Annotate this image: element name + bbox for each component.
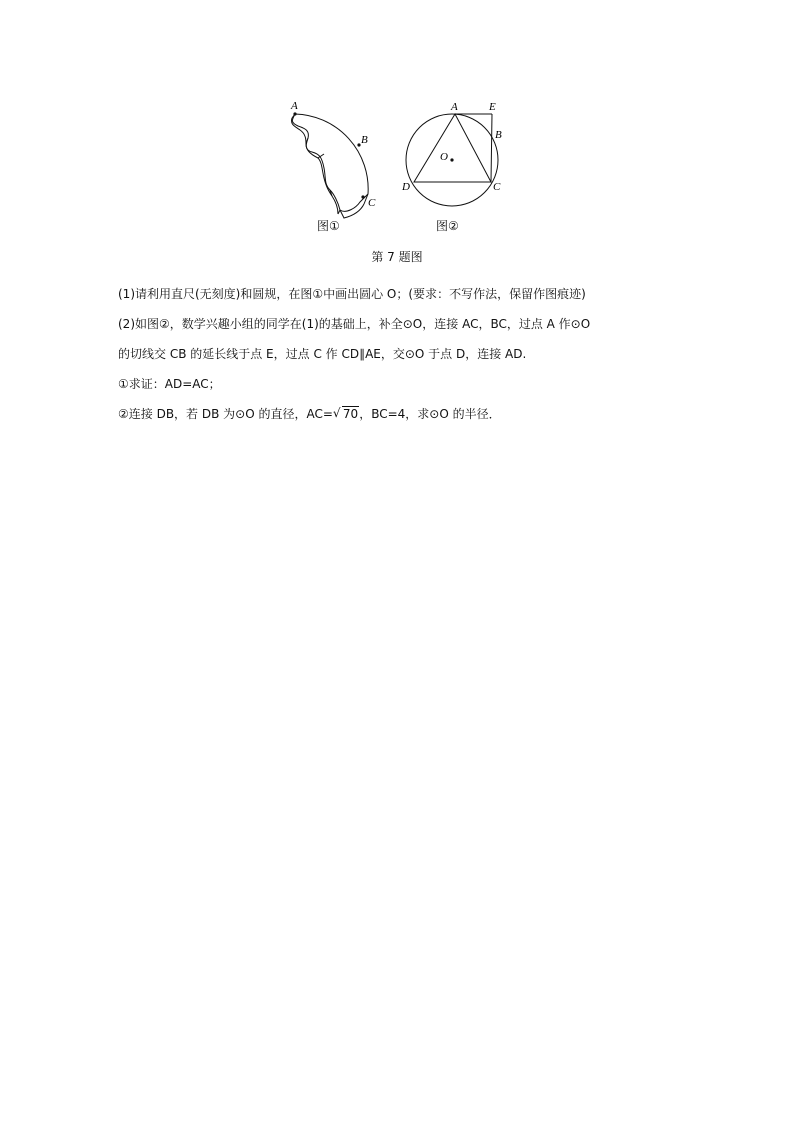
problem-sub-1: ①求证：AD=AC；	[118, 377, 221, 391]
figure-area	[280, 98, 520, 248]
geometry-figures	[280, 98, 520, 248]
fig2-label-e: E	[489, 101, 496, 113]
fig2-label-b: B	[495, 129, 502, 141]
point-c-fig1-dot	[361, 195, 364, 198]
center-o-dot	[450, 158, 453, 161]
triangle-adc	[414, 114, 491, 182]
sub-2-suffix: ，BC=4，求⊙O 的半径．	[359, 407, 501, 421]
problem-part-2-line-2: 的切线交 CB 的延长线于点 E，过点 C 作 CD∥AE，交⊙O 于点 D，连接 AD.	[118, 347, 527, 361]
fig2-label-d: D	[402, 181, 410, 193]
fig2-label-o: O	[440, 151, 448, 163]
figure-1-label: 图①	[317, 219, 340, 233]
figure-2-label: 图②	[436, 219, 459, 233]
figure-caption: 第 7 题图	[371, 250, 423, 264]
line-ec	[491, 114, 492, 182]
fig1-label-b: B	[361, 134, 368, 146]
fig2-label-c: C	[493, 181, 501, 193]
figure-1-torn-arc	[291, 114, 368, 218]
fig1-label-c: C	[368, 197, 376, 209]
problem-sub-2	[118, 399, 698, 429]
sqrt-radicand: 70	[342, 407, 359, 421]
point-a-fig1-dot	[293, 112, 296, 115]
fig1-label-a: A	[291, 100, 298, 112]
sqrt-expression	[333, 399, 359, 429]
sqrt-sign: √	[332, 406, 341, 420]
problem-text	[118, 279, 698, 429]
problem-part-1: (1)请利用直尺(无刻度)和圆规，在图①中画出圆心 O；(要求：不写作法，保留作图痕迹)	[118, 287, 586, 301]
sub-2-prefix: ②连接 DB，若 DB 为⊙O 的直径，AC=	[118, 407, 333, 421]
problem-part-2-line-1: (2)如图②，数学兴趣小组的同学在(1)的基础上，补全⊙O，连接 AC，BC，过点 A 作⊙O	[118, 317, 591, 331]
fig2-label-a: A	[451, 101, 458, 113]
